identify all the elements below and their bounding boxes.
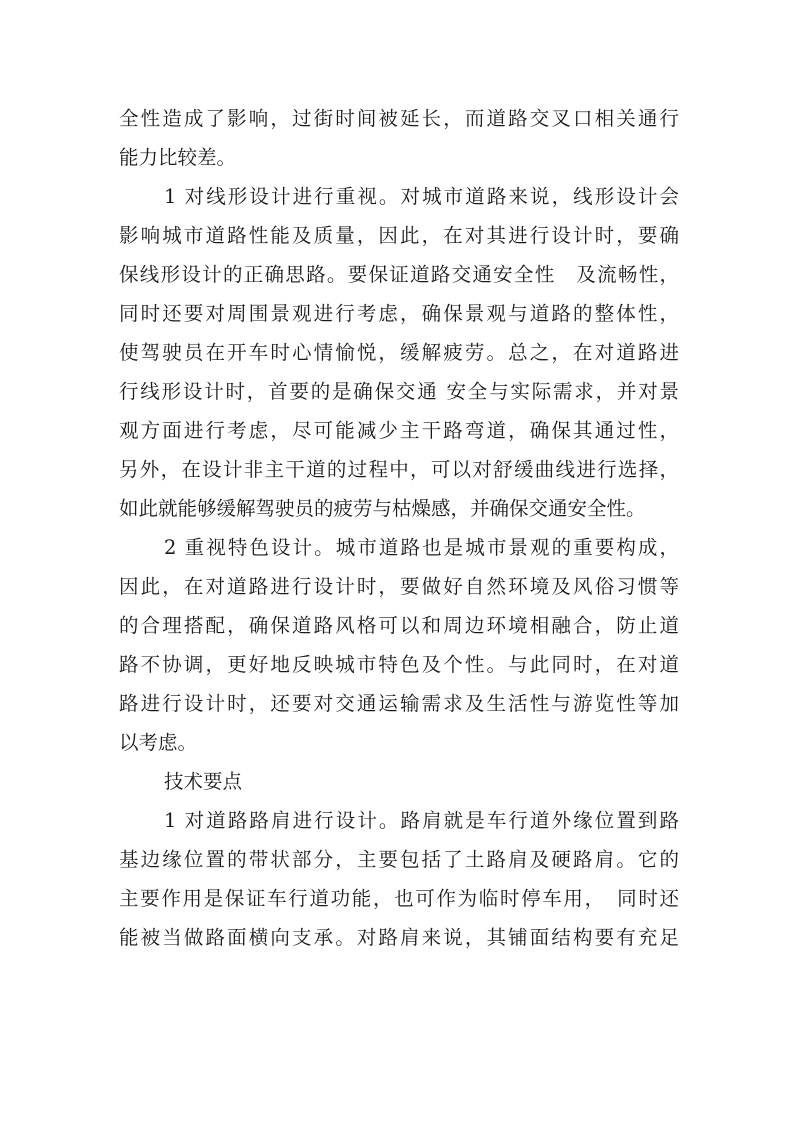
text-line: 观方面进行考虑，尽可能减少主干路弯道，确保其通过性， [119,419,679,442]
paragraph-start-line: 1 对道路路肩进行设计。路肩就是车行道外缘位置到路 [164,809,679,832]
text-line: 如此就能够缓解驾驶员的疲劳与枯燥感，并确保交通安全性。 [119,497,646,520]
text-line: 影响城市道路性能及质量，因此，在对其进行设计时，要确 [119,224,679,247]
text-line: 的合理搭配，确保道路风格可以和周边环境相融合，防止道 [119,614,679,637]
body-text [119,99,679,957]
text-line: 路进行设计时，还要对交通运输需求及生活性与游览性等加 [119,692,679,715]
text-line: 使驾驶员在开车时心情愉悦，缓解疲劳。总之，在对道路进 [119,341,679,364]
text-line: 路不协调，更好地反映城市特色及个性。与此同时，在对道 [119,653,679,676]
paragraph-start-line: 1 对线形设计进行重视。对城市道路来说，线形设计会 [164,185,679,208]
text-line: 行线形设计时，首要的是确保交通 安全与实际需求，并对景 [119,380,679,403]
text-line: 能力比较差。 [119,146,237,169]
text-line: 基边缘位置的带状部分，主要包括了土路肩及硬路肩。它的 [119,848,679,871]
paragraph-start-line: 2 重视特色设计。城市道路也是城市景观的重要构成， [164,536,679,559]
text-line: 全性造成了影响，过街时间被延长，而道路交叉口相关通行 [119,107,679,130]
text-line: 主要作用是保证车行道功能，也可作为临时停车用， 同时还 [119,887,679,910]
text-line: 因此，在对道路进行设计时，要做好自然环境及风俗习惯等 [119,575,679,598]
text-line: 另外，在设计非主干道的过程中，可以对舒缓曲线进行选择， [119,458,679,481]
text-line: 同时还要对周围景观进行考虑，确保景观与道路的整体性， [119,302,679,325]
text-line: 以考虑。 [119,731,198,754]
text-line: 保线形设计的正确思路。要保证道路交通安全性 及流畅性， [119,263,679,286]
section-heading: 技术要点 [164,770,243,793]
text-line: 能被当做路面横向支承。对路肩来说，其铺面结构要有充足 [119,926,679,949]
